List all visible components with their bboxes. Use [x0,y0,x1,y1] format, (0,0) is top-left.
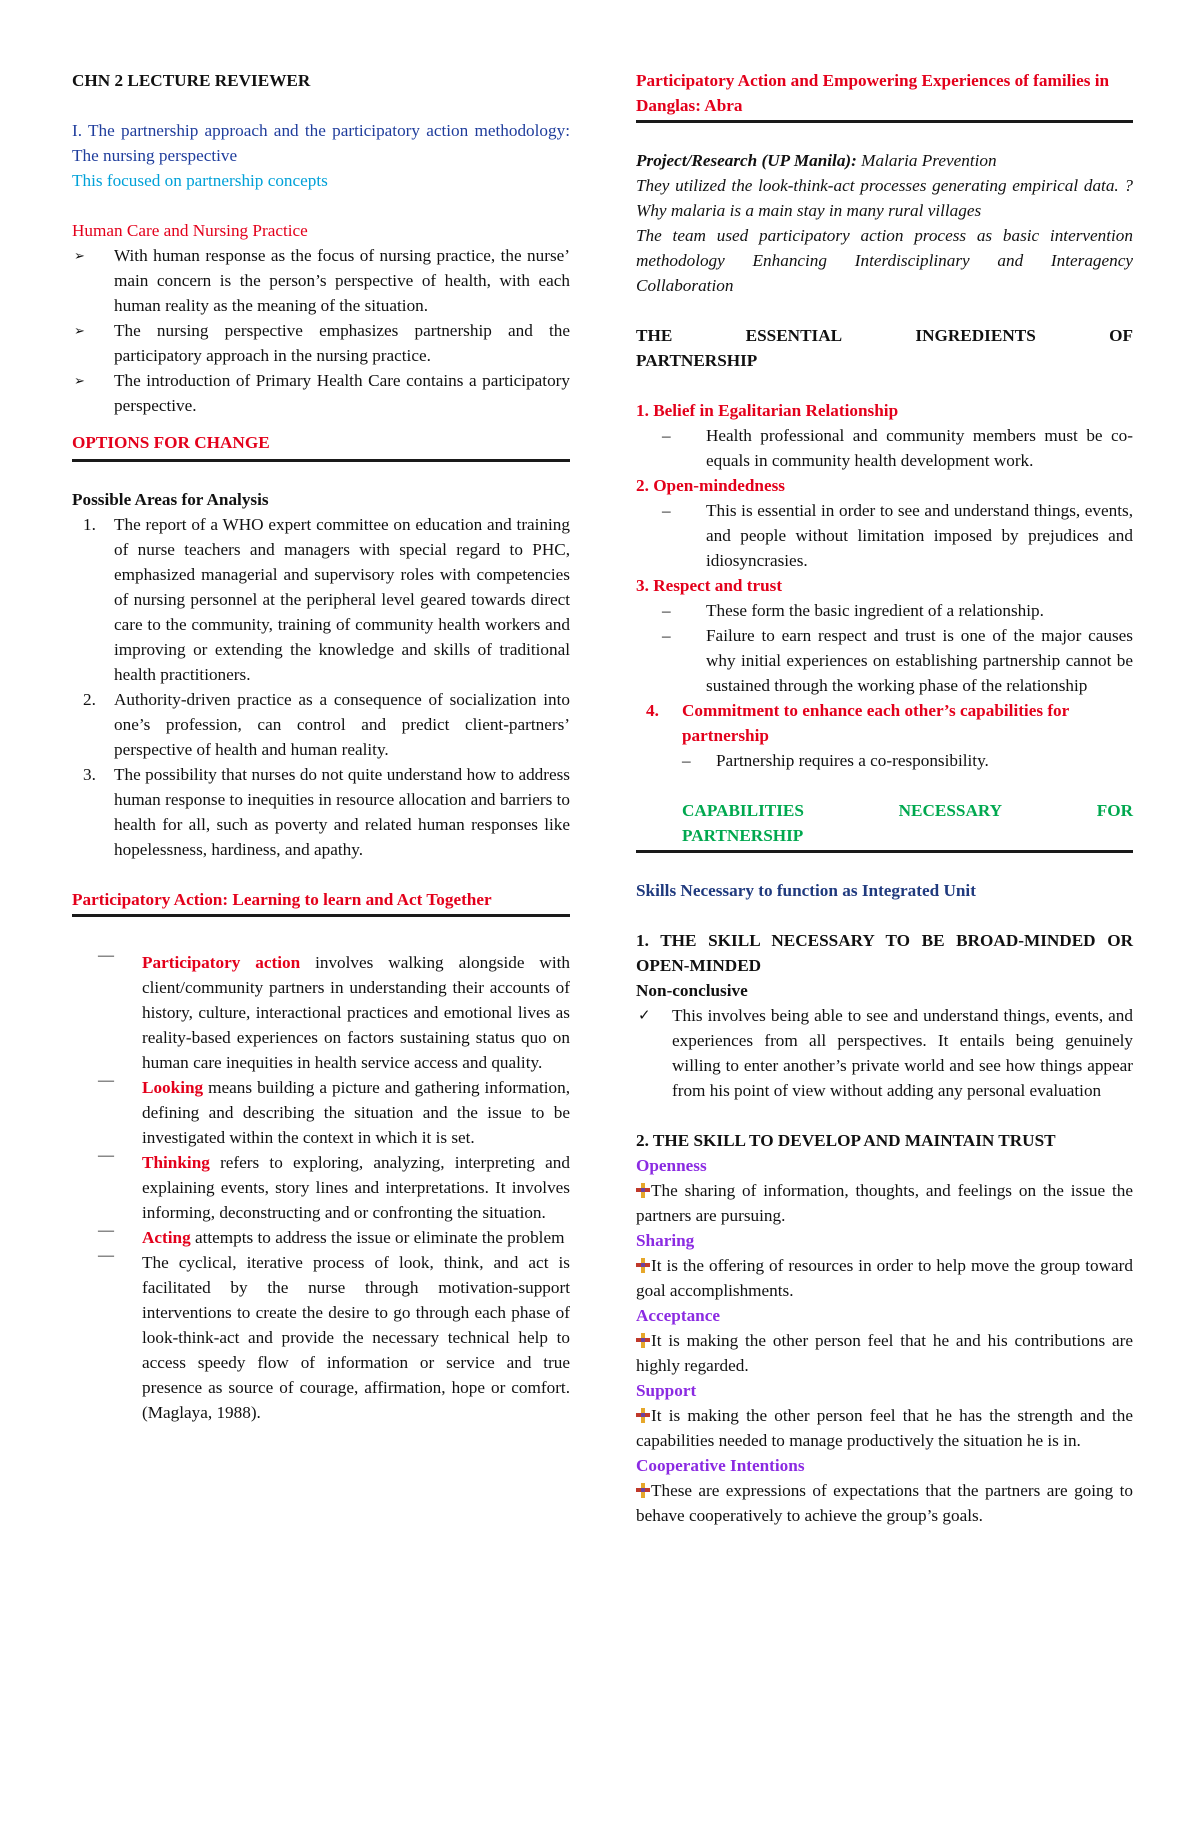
colored-cross-icon [636,1483,650,1498]
dash-bullet-icon: – [662,626,671,645]
ingredient-point: – These form the basic ingredient of a relationship. [636,598,1133,623]
skill1-heading: 1. THE SKILL NECESSARY TO BE BROAD-MINDED OR OPEN-MINDED [636,931,1133,975]
pa-term: Looking [142,1078,204,1097]
skill1-sub: Non-conclusive [636,981,748,1000]
trust-item-text: It is the offering of resources in order to help move the group toward goal accomplishments. [636,1256,1133,1300]
section1-heading: I. The partnership approach and the participatory action methodology: The nursing perspective [72,121,570,165]
arrowhead-bullet-icon: ➢ [74,323,85,338]
skill2-heading: 2. THE SKILL TO DEVELOP AND MAINTAIN TRUST [636,1131,1056,1150]
item-number: 1. [83,515,96,534]
trust-item-text: It is making the other person feel that he has the strength and the capabilities needed to manage productively the situation he is in. [636,1406,1133,1450]
project-description: The team used participatory action process as basic intervention methodology Enhancing Interdisciplinary and Interagency Collaboration [636,226,1133,295]
ingredient-point: – Failure to earn respect and trust is one of the major causes why initial experiences on establishing partnership cannot be sustained through the working phase of the relationship [636,623,1133,698]
trust-item-title: Sharing [636,1231,695,1250]
ingredient-title: 4. Commitment to enhance each other’s capabilities for partnership [636,698,1133,748]
ingredient-title: 3. Respect and trust [636,576,783,595]
pa-term: Acting [142,1228,191,1247]
dash-bullet-icon: — [98,1247,114,1264]
capabilities-heading-block [636,798,1133,853]
item-number: 3. [83,765,96,784]
trust-item-title: Acceptance [636,1306,720,1325]
ingredient-point: – This is essential in order to see and understand things, events, and people without limitation imposed by prejudices and idiosyncrasies. [636,498,1133,573]
dash-bullet-icon: – [682,751,691,770]
project-line [636,148,1133,173]
dash-bullet-icon: — [98,947,114,964]
pa-term: Participatory action [142,953,301,972]
arrowhead-bullet-icon: ➢ [74,248,85,263]
trust-item-text: It is making the other person feel that he and his contributions are highly regarded. [636,1331,1133,1375]
skills-heading: Skills Necessary to function as Integrated Unit [636,881,976,900]
colored-cross-icon [636,1183,650,1198]
areas-heading: Possible Areas for Analysis [72,490,269,509]
capabilities-heading: CAPABILITIES NECESSARY FOR [682,801,1133,820]
human-care-bullet: ➢ With human response as the focus of nursing practice, the nurse’ main concern is the person’s perspective of health, with each human reality as the meaning of the situation. [72,243,570,318]
project-description: They utilized the look-think-act processes generating empirical data. ? Why malaria is a main stay in many rural villages [636,176,1133,220]
ingredient-point: – Health professional and community members must be co-equals in community health development work. [636,423,1133,473]
abra-heading: Participatory Action and Empowering Experiences of families in Danglas: Abra [636,68,1133,123]
human-care-bullet: ➢ The introduction of Primary Health Care contains a participatory perspective. [72,368,570,418]
options-heading: OPTIONS FOR CHANGE [72,430,570,462]
project-label: Project/Research (UP Manila): [636,151,857,170]
pa-list-item: — Acting attempts to address the issue or eliminate the problem [72,1225,570,1250]
trust-item-title: Openness [636,1156,707,1175]
trust-item-text: The sharing of information, thoughts, and feelings on the issue the partners are pursuing. [636,1181,1133,1225]
pa-list-item: — Looking means building a picture and gathering information, defining and describing the situation and the issue to be investigated within the context in which it is set. [72,1075,570,1150]
dash-bullet-icon: — [98,1072,114,1089]
colored-cross-icon [636,1408,650,1423]
analysis-area-item: 1. The report of a WHO expert committee on education and training of nurse teachers and managers with special regard to PHC, emphasized managerial and supervisory roles with competencies of nursing personnel at the peripheral level geared towards direct care to the community, training of community health workers and improving or extending the knowledge and skills of traditional health practitioners. [72,512,570,687]
ingredient-point: – Partnership requires a co-responsibility. [636,748,1133,773]
colored-cross-icon [636,1258,650,1273]
pa-term: Thinking [142,1153,210,1172]
trust-item-title: Cooperative Intentions [636,1456,805,1475]
human-care-bullet: ➢ The nursing perspective emphasizes partnership and the participatory approach in the nursing practice. [72,318,570,368]
analysis-area-item: 3. The possibility that nurses do not quite understand how to address human response to inequities in resource allocation and barriers to health for all, such as poverty and related human responses like hopelessness, hardiness, and apathy. [72,762,570,862]
left-column [72,68,570,1425]
doc-title: CHN 2 LECTURE REVIEWER [72,71,311,90]
capabilities-heading-last: PARTNERSHIP [682,826,804,845]
dash-bullet-icon: – [662,601,671,620]
ingredient-title: 2. Open-mindedness [636,476,785,495]
participatory-heading: Participatory Action: Learning to learn and Act Together [72,887,570,917]
analysis-area-item: 2. Authority-driven practice as a consequence of socialization into one’s profession, can control and predict client-partners’ perspective of health and human reality. [72,687,570,762]
pa-list-item: — The cyclical, iterative process of look, think, and act is facilitated by the nurse through motivation-support interventions to create the desire to go through each phase of look-think-act and provide the necessary technical help to access speedy flow of information or service and true presence as source of courage, affirmation, hope or comfort. (Maglaya, 1988). [72,1250,570,1425]
item-number: 2. [83,690,96,709]
right-column [636,68,1133,1528]
human-care-heading: Human Care and Nursing Practice [72,221,308,240]
dash-bullet-icon: – [662,426,671,445]
item-number: 4. [646,701,659,720]
project-topic: Malaria Prevention [856,151,997,170]
essential-heading: THE ESSENTIAL INGREDIENTS OF [636,326,1133,345]
essential-heading-last: PARTNERSHIP [636,351,758,370]
ingredient-title: 1. Belief in Egalitarian Relationship [636,401,899,420]
dash-bullet-icon: — [98,1147,114,1164]
skill1-point: ✓ This involves being able to see and understand things, events, and experiences from all perspectives. It entails being genuinely willing to enter another’s private world and see how things appear from his point of view without adding any personal evaluation [636,1003,1133,1103]
arrowhead-bullet-icon: ➢ [74,373,85,388]
colored-cross-icon [636,1333,650,1348]
section1-focus: This focused on partnership concepts [72,171,328,190]
pa-list-item: — Participatory action involves walking alongside with client/community partners in understanding their accounts of history, culture, interactional practices and emotional lives as reality-based experiences on factors sustaining status quo on human care inequities in health service access and quality. [72,950,570,1075]
dash-bullet-icon: — [98,1222,114,1239]
pa-list-item: — Thinking refers to exploring, analyzing, interpreting and explaining events, story lines and interpretations. It involves informing, deconstructing and or confronting the situation. [72,1150,570,1225]
checkmark-icon: ✓ [638,1006,651,1024]
trust-item-title: Support [636,1381,697,1400]
dash-bullet-icon: – [662,501,671,520]
trust-item-text: These are expressions of expectations that the partners are going to behave cooperatively to achieve the group’s goals. [636,1481,1133,1525]
